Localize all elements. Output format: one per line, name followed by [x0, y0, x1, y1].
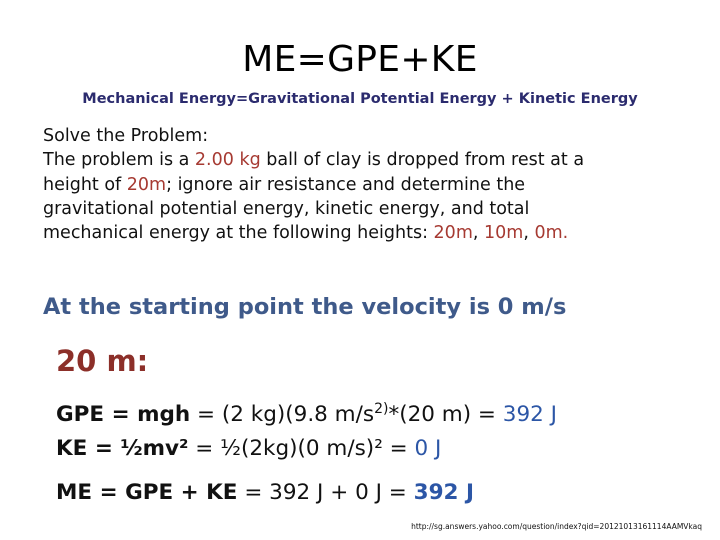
problem-text: height of: [43, 174, 127, 195]
slide-title: ME=GPE+KE: [242, 39, 478, 80]
me-result: 392 J: [413, 480, 474, 505]
me-equation: [56, 475, 474, 511]
ke-label: KE = ½mv²: [56, 436, 189, 461]
gpe-calculation-2: *(20 m) =: [388, 402, 503, 428]
problem-text: ball of clay is dropped from rest at a: [260, 150, 585, 171]
problem-line-3: gravitational potential energy, kinetic energy, and total: [43, 198, 530, 219]
height-value: 20m: [126, 174, 167, 195]
height-20m: 20m: [433, 223, 473, 244]
starting-point-note: At the starting point the velocity is 0 m/s: [43, 294, 567, 320]
mass-value: 2.00 kg: [194, 150, 261, 171]
ke-result: 0 J: [414, 436, 442, 461]
gpe-calculation: = (2 kg)(9.8 m/s: [190, 402, 375, 428]
problem-line-2: [43, 173, 683, 197]
problem-statement: [43, 124, 683, 245]
problem-text: ; ignore air resistance and determine the: [166, 174, 526, 195]
ke-equation: [56, 431, 441, 467]
gpe-equation: [56, 391, 557, 433]
problem-line-4: [43, 221, 683, 245]
ke-calculation: = ½(2kg)(0 m/s)² =: [188, 436, 415, 461]
height-0m: 0m.: [534, 223, 569, 244]
separator: ,: [472, 223, 485, 244]
gpe-label: GPE = mgh: [56, 402, 191, 428]
problem-intro: Solve the Problem:: [43, 126, 209, 146]
problem-text: The problem is a: [43, 150, 195, 171]
gpe-result: 392 J: [502, 402, 558, 428]
height-10m: 10m: [484, 223, 524, 244]
section-heading-20m: 20 m:: [56, 344, 149, 378]
problem-line-1: [43, 148, 683, 172]
me-calculation: = 392 J + 0 J =: [237, 480, 414, 505]
separator: ,: [523, 223, 535, 244]
source-link[interactable]: http://sg.answers.yahoo.com/question/index?qid=20121013161114AAMVkaq: [411, 522, 702, 531]
me-label: ME = GPE + KE: [56, 480, 238, 505]
slide-subtitle: Mechanical Energy=Gravitational Potential Energy + Kinetic Energy: [82, 91, 638, 107]
problem-text: mechanical energy at the following heights:: [43, 223, 434, 244]
gpe-superscript: 2): [374, 401, 389, 417]
